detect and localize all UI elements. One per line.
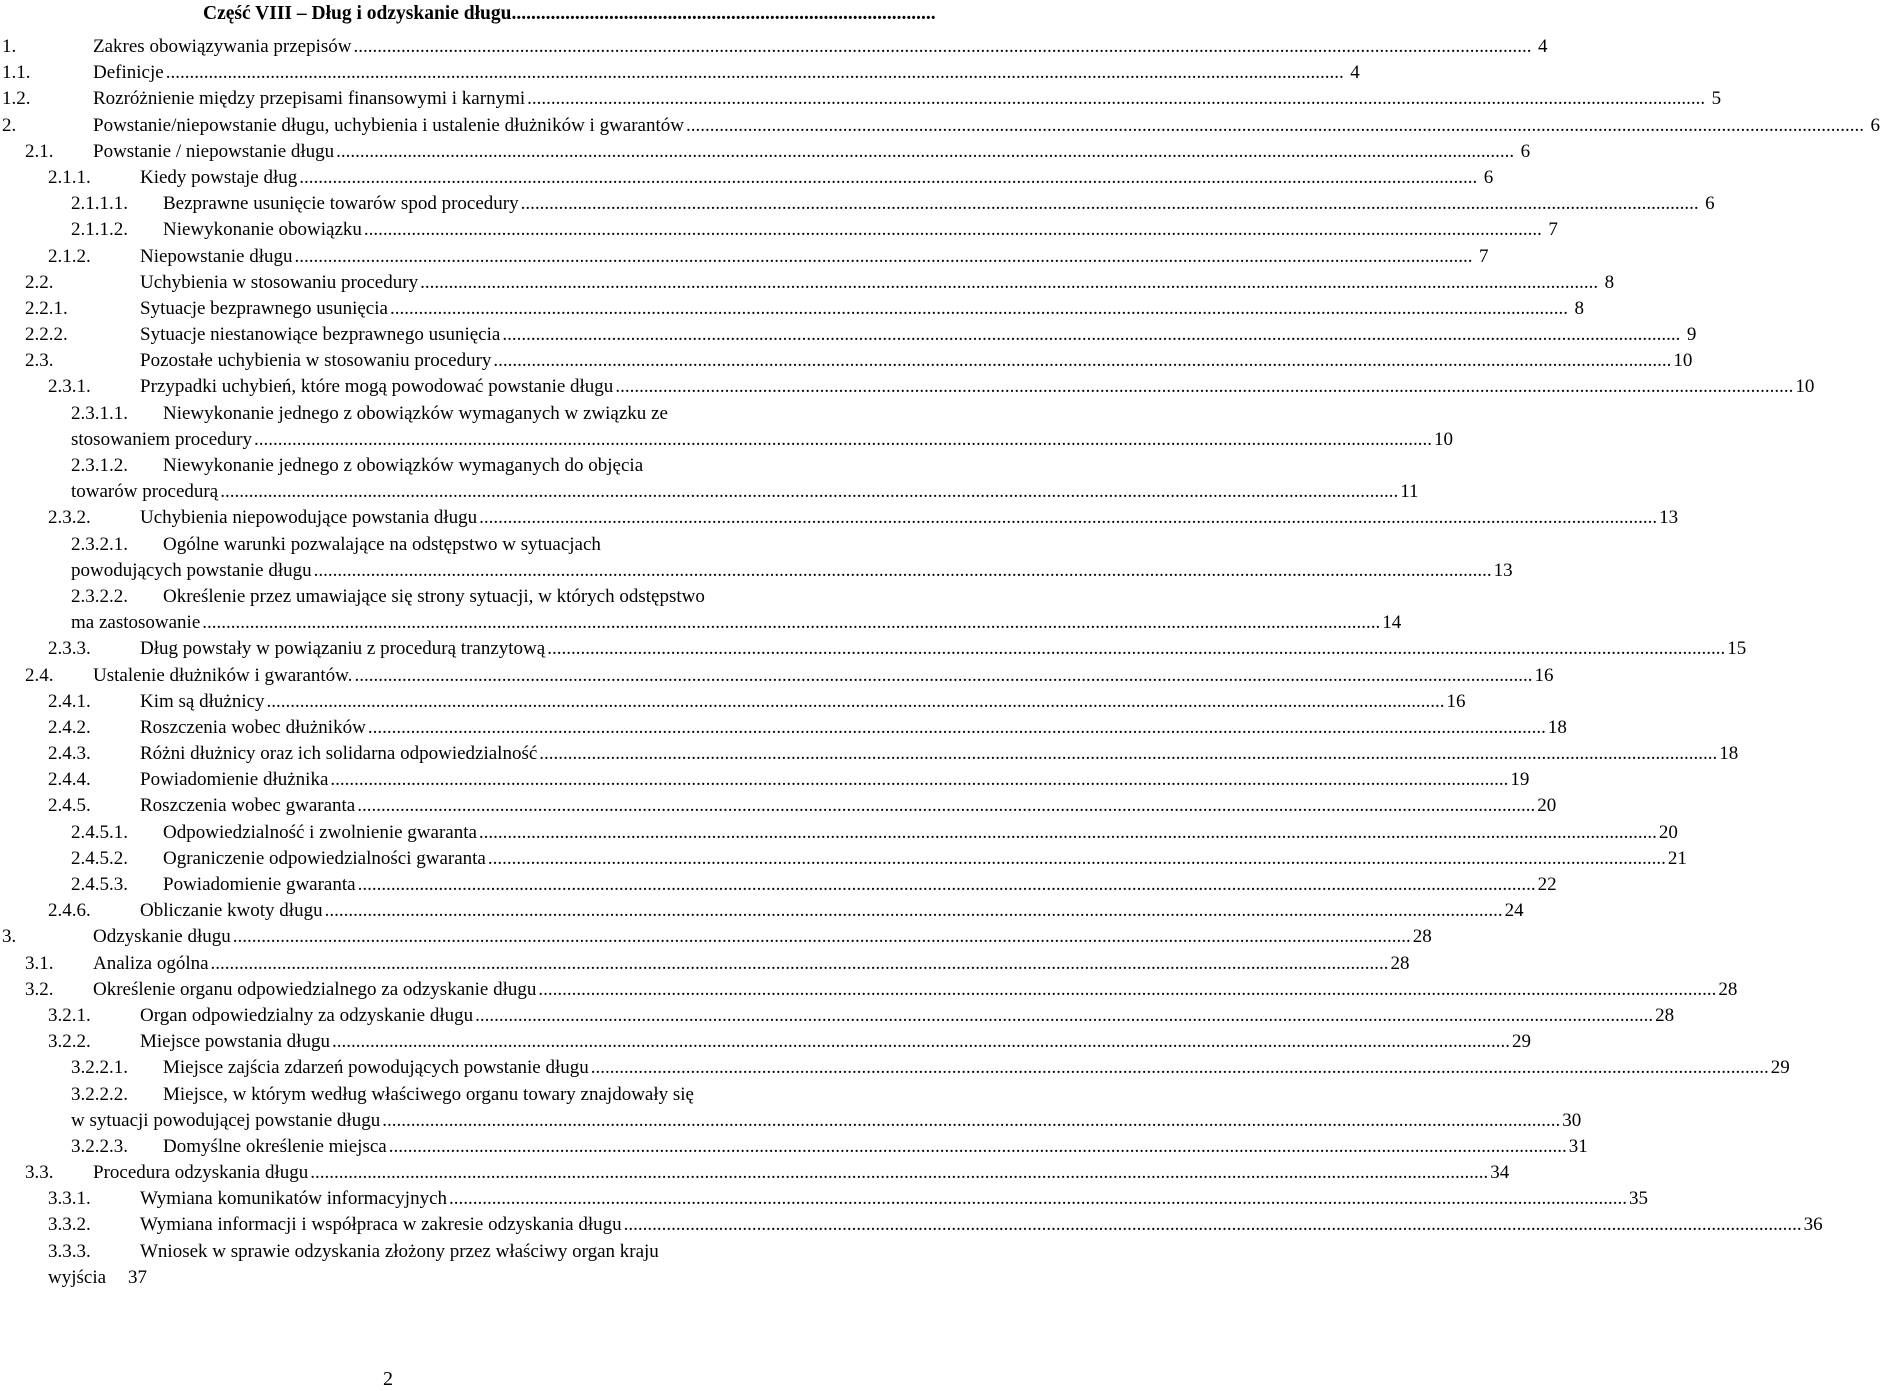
toc-leader-dots	[267, 689, 1445, 715]
toc-entry[interactable]	[0, 898, 1524, 924]
toc-entry-title: Roszczenia wobec gwaranta	[140, 795, 356, 817]
toc-entry-title: Bezprawne usunięcie towarów spod procedury	[163, 193, 519, 215]
toc-entry-page: 6	[1520, 140, 1531, 162]
toc-entry-title: Sytuacje niestanowiące bezprawnego usunięcia	[140, 324, 501, 346]
toc-leader-dots	[382, 1108, 1560, 1134]
toc-entry-number: 2.1.1.1.	[71, 193, 128, 215]
toc-entry-title: Zakres obowiązywania przepisów	[93, 36, 352, 57]
toc-entry-number: 2.4.6.	[48, 900, 91, 922]
toc-leader-dots	[420, 270, 1598, 296]
toc-entry-title: Niewykonanie jednego z obowiązków wymaganych do objęcia	[163, 455, 644, 476]
toc-entry[interactable]	[0, 951, 1410, 977]
toc-entry[interactable]	[0, 401, 960, 427]
toc-entry-continuation	[0, 479, 1419, 505]
toc-leader-dots	[336, 139, 1514, 165]
toc-entry-page: 35	[1629, 1188, 1648, 1210]
toc-entry-number: 3.3.1.	[48, 1188, 91, 1210]
toc-leader-dots	[502, 322, 1680, 348]
toc-entry-number: 2.3.1.	[48, 376, 91, 398]
toc-entry-title: Miejsce powstania długu	[140, 1031, 330, 1053]
table-of-contents	[0, 34, 1880, 1291]
toc-entry-page: 18	[1547, 716, 1567, 738]
toc-entry-page: 31	[1568, 1135, 1588, 1157]
toc-entry-page: 18	[1719, 743, 1739, 765]
toc-leader-dots	[479, 505, 1657, 531]
toc-entry-page: 21	[1667, 847, 1687, 869]
toc-leader-dots	[330, 767, 1508, 793]
toc-entry-page: 6	[1870, 114, 1880, 136]
toc-leader-dots	[364, 217, 1542, 243]
toc-leader-dots	[479, 820, 1657, 846]
toc-leader-dots	[389, 1134, 1567, 1160]
toc-entry-page: 4	[1538, 36, 1548, 57]
toc-entry-page: 29	[1511, 1031, 1531, 1053]
toc-entry-page: 15	[1727, 638, 1747, 660]
toc-title	[203, 2, 960, 26]
toc-entry-number: 2.4.5.	[48, 795, 91, 817]
toc-entry-title-continued: w sytuacji powodującej powstanie długu	[71, 1109, 381, 1131]
toc-entry-page: 37	[128, 1266, 148, 1288]
toc-entry-title: Wymiana komunikatów informacyjnych	[140, 1188, 447, 1210]
toc-entry-title: Definicje	[93, 62, 164, 84]
toc-entry-title: Określenie przez umawiające się strony sytuacji, w których odstępstwo	[163, 585, 705, 607]
toc-entry-page: 20	[1658, 821, 1678, 843]
toc-entry-number: 2.3.2.1.	[71, 533, 128, 555]
toc-entry-number: 2.1.1.2.	[71, 219, 128, 241]
toc-entry-page: 29	[1770, 1057, 1790, 1079]
toc-entry-page: 19	[1510, 769, 1530, 791]
toc-entry-number: 2.3.3.	[48, 638, 91, 660]
toc-leader-dots	[358, 872, 1536, 898]
toc-leader-dots	[166, 60, 1344, 86]
toc-entry-page: 34	[1490, 1162, 1510, 1184]
toc-entry[interactable]	[0, 86, 1722, 112]
toc-leader-dots	[547, 636, 1725, 662]
toc-entry-page: 7	[1548, 219, 1558, 241]
toc-entry[interactable]	[0, 217, 1558, 243]
toc-entry[interactable]	[0, 139, 1531, 165]
toc-entry-number: 3.3.2.	[48, 1214, 91, 1236]
toc-entry-number: 2.4.3.	[48, 743, 91, 765]
toc-leader-dots	[357, 793, 1535, 819]
toc-entry-title-continued: powodujących powstanie długu	[71, 559, 312, 581]
toc-entry-continuation	[0, 610, 1402, 636]
toc-entry[interactable]	[0, 663, 1554, 689]
toc-entry-title: Dług powstały w powiązaniu z procedurą tranzytową	[140, 638, 546, 660]
toc-entry-page: 10	[1433, 428, 1453, 450]
toc-entry-page: 4	[1350, 62, 1360, 84]
toc-leader-dots	[220, 479, 1398, 505]
toc-entry-number: 3.2.2.1.	[71, 1057, 128, 1079]
toc-entry[interactable]	[0, 1186, 1648, 1212]
toc-entry-number: 2.3.1.2.	[71, 455, 128, 476]
toc-entry-page: 8	[1604, 271, 1615, 293]
toc-entry-page: 6	[1483, 166, 1494, 188]
toc-entry[interactable]	[0, 584, 960, 610]
toc-entry[interactable]	[0, 1239, 960, 1265]
toc-leader-dots	[475, 1003, 1653, 1029]
toc-entry-page: 13	[1493, 559, 1513, 581]
toc-entry[interactable]	[0, 1003, 1675, 1029]
toc-leader-dots	[539, 741, 1717, 767]
toc-entry-title: Powstanie/niepowstanie długu, uchybienia i ustalenie dłużników i gwarantów	[93, 114, 684, 136]
toc-entry-title: Powstanie / niepowstanie długu	[93, 140, 335, 162]
toc-leader-dots	[493, 348, 1671, 374]
toc-entry-number: 2.1.	[25, 140, 54, 162]
toc-entry-title: Organ odpowiedzialny za odzyskanie długu	[140, 1004, 474, 1026]
toc-entry[interactable]	[0, 715, 1567, 741]
toc-entry-title: Określenie organu odpowiedzialnego za odzyskanie długu	[93, 978, 537, 1000]
toc-entry[interactable]	[0, 1055, 1790, 1081]
toc-entry-page: 28	[1412, 926, 1432, 948]
toc-entry-number: 3.2.2.	[48, 1031, 91, 1053]
title-dots: .......................................................................................	[511, 3, 936, 24]
toc-leader-dots	[449, 1186, 1627, 1212]
toc-leader-dots	[314, 558, 1492, 584]
toc-entry-number: 2.3.2.2.	[71, 585, 128, 607]
toc-leader-dots	[295, 244, 1473, 270]
toc-entry-title: Rozróżnienie między przepisami finansowymi i karnymi	[93, 88, 526, 110]
toc-entry-page: 28	[1718, 978, 1738, 1000]
toc-entry[interactable]	[0, 820, 1678, 846]
toc-entry[interactable]	[0, 374, 1815, 400]
toc-entry-number: 2.4.5.3.	[71, 874, 128, 895]
toc-entry-number: 3.2.	[25, 978, 54, 1000]
toc-entry-number: 2.3.	[25, 350, 54, 372]
toc-entry[interactable]	[0, 1212, 1823, 1238]
toc-entry[interactable]	[0, 767, 1530, 793]
toc-entry-continuation	[0, 1265, 960, 1291]
toc-leader-dots	[368, 715, 1546, 741]
toc-entry-page: 28	[1655, 1004, 1675, 1026]
toc-entry-number: 2.1.2.	[48, 245, 91, 267]
toc-entry-title: Odzyskanie długu	[93, 926, 231, 948]
page-number: 2	[383, 1368, 393, 1390]
toc-entry-number: 3.2.2.3.	[71, 1135, 128, 1157]
toc-entry-number: 2.3.1.1.	[71, 402, 128, 424]
toc-entry-title-continued: towarów procedurą	[71, 481, 219, 503]
toc-entry[interactable]	[0, 113, 1880, 139]
toc-entry-number: 2.2.1.	[25, 297, 68, 319]
toc-entry-title: Wniosek w sprawie odzyskania złożony przez właściwy organ kraju	[140, 1240, 659, 1262]
toc-entry-number: 3.1.	[25, 952, 54, 974]
toc-entry-title: Ograniczenie odpowiedzialności gwaranta	[163, 847, 486, 869]
toc-leader-dots	[310, 1160, 1488, 1186]
toc-leader-dots	[390, 296, 1568, 322]
toc-entry-title: Uchybienia w stosowaniu procedury	[140, 271, 419, 293]
toc-entry[interactable]	[0, 244, 1489, 270]
toc-entry-title: Analiza ogólna	[93, 952, 209, 974]
toc-entry[interactable]	[0, 60, 1360, 86]
toc-entry-title: Procedura odzyskania długu	[93, 1162, 309, 1184]
toc-entry-number: 2.2.2.	[25, 324, 68, 346]
toc-leader-dots	[538, 977, 1716, 1003]
toc-entry[interactable]	[0, 846, 1687, 872]
toc-leader-dots	[332, 1029, 1510, 1055]
toc-leader-dots	[527, 86, 1705, 112]
toc-entry[interactable]	[0, 453, 960, 479]
toc-entry-title: Uchybienia niepowodujące powstania długu	[140, 507, 478, 529]
toc-entry-number: 2.4.4.	[48, 769, 91, 791]
toc-entry-number: 1.	[2, 36, 17, 57]
toc-leader-dots	[233, 924, 1411, 950]
toc-entry[interactable]	[0, 1160, 1510, 1186]
toc-entry-title-continued: wyjścia	[48, 1266, 107, 1288]
toc-entry[interactable]	[0, 924, 1432, 950]
toc-entry-title: Ogólne warunki pozwalające na odstępstwo w sytuacjach	[163, 533, 601, 555]
toc-entry[interactable]	[0, 636, 1747, 662]
toc-entry[interactable]	[0, 34, 1548, 60]
toc-entry-title: Obliczanie kwoty długu	[140, 900, 323, 922]
toc-entry-number: 2.	[2, 114, 17, 136]
toc-entry-number: 1.1.	[2, 62, 31, 84]
toc-entry-title: Powiadomienie gwaranta	[163, 874, 356, 895]
toc-entry-number: 2.4.2.	[48, 716, 91, 738]
toc-entry-title: Różni dłużnicy oraz ich solidarna odpowiedzialność	[140, 743, 538, 765]
toc-entry-title-continued: stosowaniem procedury	[71, 428, 252, 450]
toc-entry-number: 3.	[2, 926, 17, 948]
toc-entry-number: 2.1.1.	[48, 166, 91, 188]
toc-entry[interactable]	[0, 270, 1615, 296]
toc-entry[interactable]	[0, 165, 1494, 191]
toc-entry-title: Niewykonanie jednego z obowiązków wymaganych w związku ze	[163, 402, 668, 424]
toc-leader-dots	[686, 113, 1864, 139]
toc-entry-number: 2.3.2.	[48, 507, 91, 529]
toc-entry-continuation	[0, 427, 1453, 453]
toc-leader-dots	[624, 1212, 1802, 1238]
toc-leader-dots	[325, 898, 1503, 924]
toc-entry[interactable]	[0, 793, 1557, 819]
toc-leader-dots	[591, 1055, 1769, 1081]
toc-entry-page: 13	[1659, 507, 1679, 529]
toc-entry-page: 10	[1795, 376, 1815, 398]
toc-entry-title: Przypadki uchybień, które mogą powodować powstanie długu	[140, 376, 614, 398]
toc-entry-number: 2.4.5.2.	[71, 847, 128, 869]
toc-leader-dots	[202, 610, 1380, 636]
toc-entry[interactable]	[0, 741, 1739, 767]
toc-leader-dots	[488, 846, 1666, 872]
toc-entry[interactable]	[0, 296, 1584, 322]
toc-entry-continuation	[0, 558, 1513, 584]
toc-entry[interactable]	[0, 191, 1715, 217]
toc-leader-dots	[354, 663, 1532, 689]
toc-entry-number: 3.3.	[25, 1162, 54, 1184]
toc-entry-number: 2.4.1.	[48, 690, 91, 712]
toc-entry-page: 6	[1705, 193, 1715, 215]
toc-entry-title: Miejsce, w którym według właściwego organu towary znajdowały się	[163, 1083, 694, 1105]
toc-leader-dots	[299, 165, 1477, 191]
toc-entry-number: 2.2.	[25, 271, 54, 293]
toc-entry[interactable]	[0, 1082, 960, 1108]
toc-entry-page: 16	[1534, 664, 1554, 686]
toc-leader-dots	[211, 951, 1389, 977]
toc-entry[interactable]	[0, 505, 1679, 531]
toc-entry-page: 30	[1562, 1109, 1582, 1131]
toc-entry[interactable]	[0, 872, 1557, 898]
toc-entry-title: Ustalenie dłużników i gwarantów.	[93, 664, 353, 686]
toc-entry-page: 14	[1382, 612, 1402, 634]
toc-entry-title: Kim są dłużnicy	[140, 690, 265, 712]
toc-entry[interactable]	[0, 322, 1697, 348]
toc-entry-page: 10	[1673, 350, 1693, 372]
toc-entry[interactable]	[0, 1029, 1531, 1055]
toc-entry-continuation	[0, 1108, 1582, 1134]
toc-entry-number: 2.4.	[25, 664, 54, 686]
toc-entry-page: 9	[1686, 324, 1697, 346]
toc-entry-title: Wymiana informacji i współpraca w zakresie odzyskania długu	[140, 1214, 622, 1236]
toc-leader-dots	[615, 374, 1793, 400]
toc-entry-page: 20	[1537, 795, 1557, 817]
toc-leader-dots	[354, 34, 1532, 60]
toc-entry-page: 5	[1711, 88, 1722, 110]
toc-entry-page: 16	[1446, 690, 1466, 712]
toc-entry[interactable]	[0, 1134, 1588, 1160]
toc-entry-number: 3.2.2.2.	[71, 1083, 128, 1105]
toc-entry-number: 3.3.3.	[48, 1240, 91, 1262]
toc-entry-page: 11	[1400, 481, 1419, 503]
toc-entry-title: Niewykonanie obowiązku	[163, 219, 362, 241]
toc-entry-title: Miejsce zajścia zdarzeń powodujących powstanie długu	[163, 1057, 589, 1079]
toc-entry-title: Roszczenia wobec dłużników	[140, 716, 366, 738]
toc-entry-title: Powiadomienie dłużnika	[140, 769, 329, 791]
toc-entry-title: Niepowstanie długu	[140, 245, 293, 267]
toc-entry[interactable]	[0, 689, 1466, 715]
toc-leader-dots	[521, 191, 1699, 217]
toc-entry-number: 3.2.1.	[48, 1004, 91, 1026]
toc-entry-title: Odpowiedzialność i zwolnienie gwaranta	[163, 821, 477, 843]
toc-entry-number: 1.2.	[2, 88, 31, 110]
toc-entry[interactable]	[0, 348, 1693, 374]
toc-leader-dots	[254, 427, 1432, 453]
toc-entry-page: 22	[1537, 874, 1557, 895]
toc-entry-page: 7	[1479, 245, 1489, 267]
toc-entry[interactable]	[0, 977, 1738, 1003]
toc-entry-title: Sytuacje bezprawnego usunięcia	[140, 297, 388, 319]
toc-entry-title: Domyślne określenie miejsca	[163, 1135, 387, 1157]
toc-entry-title: Kiedy powstaje dług	[140, 166, 298, 188]
toc-entry-page: 8	[1574, 297, 1584, 319]
toc-entry-page: 36	[1803, 1214, 1823, 1236]
toc-entry-number: 2.4.5.1.	[71, 821, 128, 843]
toc-entry-title: Pozostałe uchybienia w stosowaniu procedury	[140, 350, 492, 372]
toc-entry[interactable]	[0, 532, 960, 558]
toc-entry-title-continued: ma zastosowanie	[71, 612, 201, 634]
toc-title-text: Część VIII – Dług i odzyskanie długu	[203, 3, 512, 24]
toc-entry-page: 24	[1504, 900, 1524, 922]
toc-entry-page: 28	[1390, 952, 1410, 974]
